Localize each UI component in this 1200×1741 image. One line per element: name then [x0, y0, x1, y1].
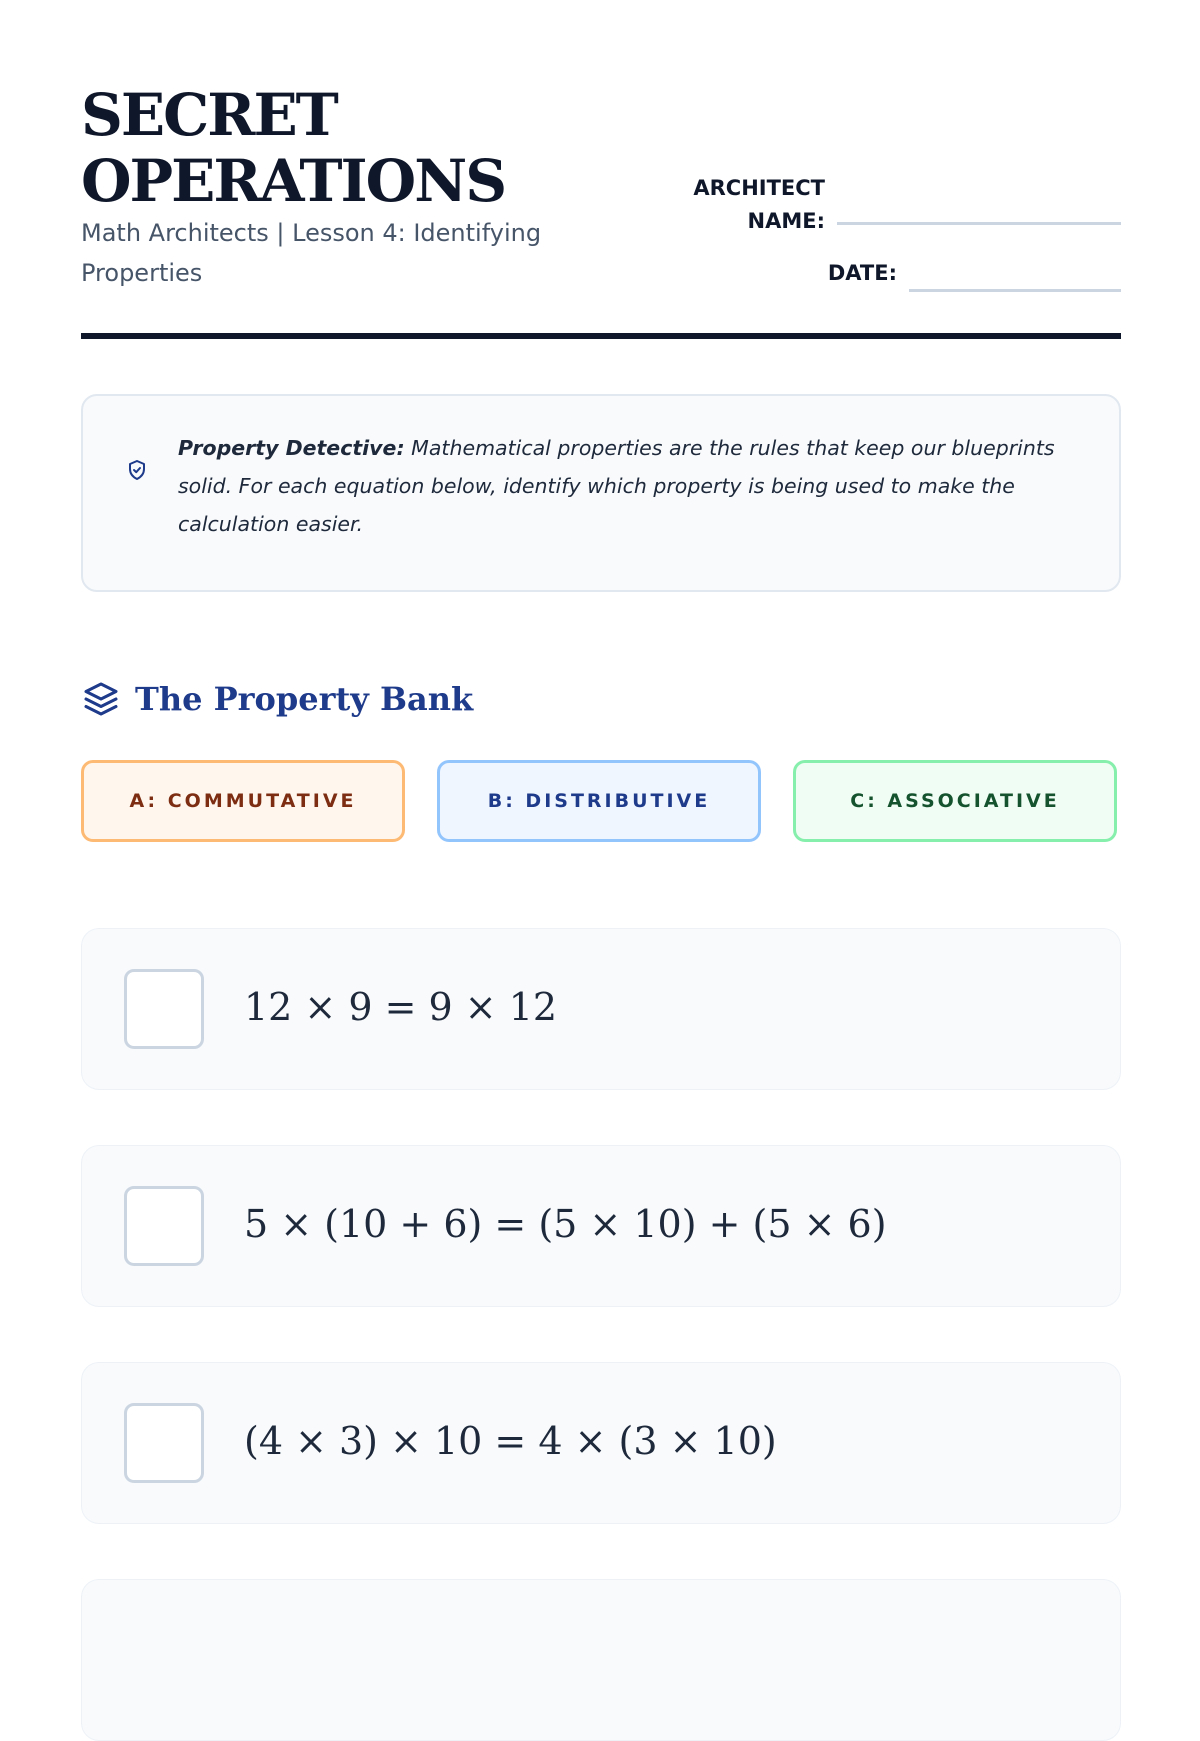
answer-box[interactable]	[124, 969, 204, 1049]
date-label: DATE:	[827, 261, 897, 285]
instructions-callout	[81, 394, 1121, 592]
problem-card	[81, 1362, 1121, 1524]
problem-card-partial	[81, 1579, 1121, 1741]
problem-card	[81, 1145, 1121, 1307]
title-line-2: OPERATIONS	[81, 147, 506, 215]
property-chip-commutative: A: COMMUTATIVE	[81, 760, 405, 842]
answer-box[interactable]	[124, 1186, 204, 1266]
shield-check-icon	[125, 458, 149, 482]
date-field[interactable]	[909, 289, 1121, 292]
instructions-body: Mathematical properties are the rules that keep our blueprints solid. For each equation below, identify which property is being used to make the calculation easier.	[178, 436, 1055, 536]
name-label-line-2: NAME:	[747, 209, 825, 233]
property-chip-associative: C: ASSOCIATIVE	[793, 760, 1117, 842]
layers-icon	[81, 679, 121, 719]
instructions-text	[178, 429, 1058, 543]
page-subtitle: Math Architects | Lesson 4: Identifying Properties	[81, 219, 542, 287]
property-bank-title: The Property Bank	[135, 680, 474, 718]
name-label-line-1: ARCHITECT	[693, 176, 825, 200]
name-field[interactable]	[837, 222, 1121, 225]
answer-box[interactable]	[124, 1403, 204, 1483]
equation: (4 × 3) × 10 = 4 × (3 × 10)	[244, 1419, 777, 1463]
problem-card	[81, 928, 1121, 1090]
equation: 5 × (10 + 6) = (5 × 10) + (5 × 6)	[244, 1202, 887, 1246]
property-chip-distributive: B: DISTRIBUTIVE	[437, 760, 761, 842]
worksheet-page	[81, 0, 1121, 1463]
equation: 12 × 9 = 9 × 12	[244, 985, 558, 1029]
title-line-1: SECRET	[81, 81, 337, 149]
name-label	[641, 172, 825, 238]
instructions-lead: Property Detective:	[178, 436, 405, 460]
header-divider	[81, 333, 1121, 339]
worksheet-header	[81, 0, 1121, 340]
page-title	[81, 82, 561, 214]
